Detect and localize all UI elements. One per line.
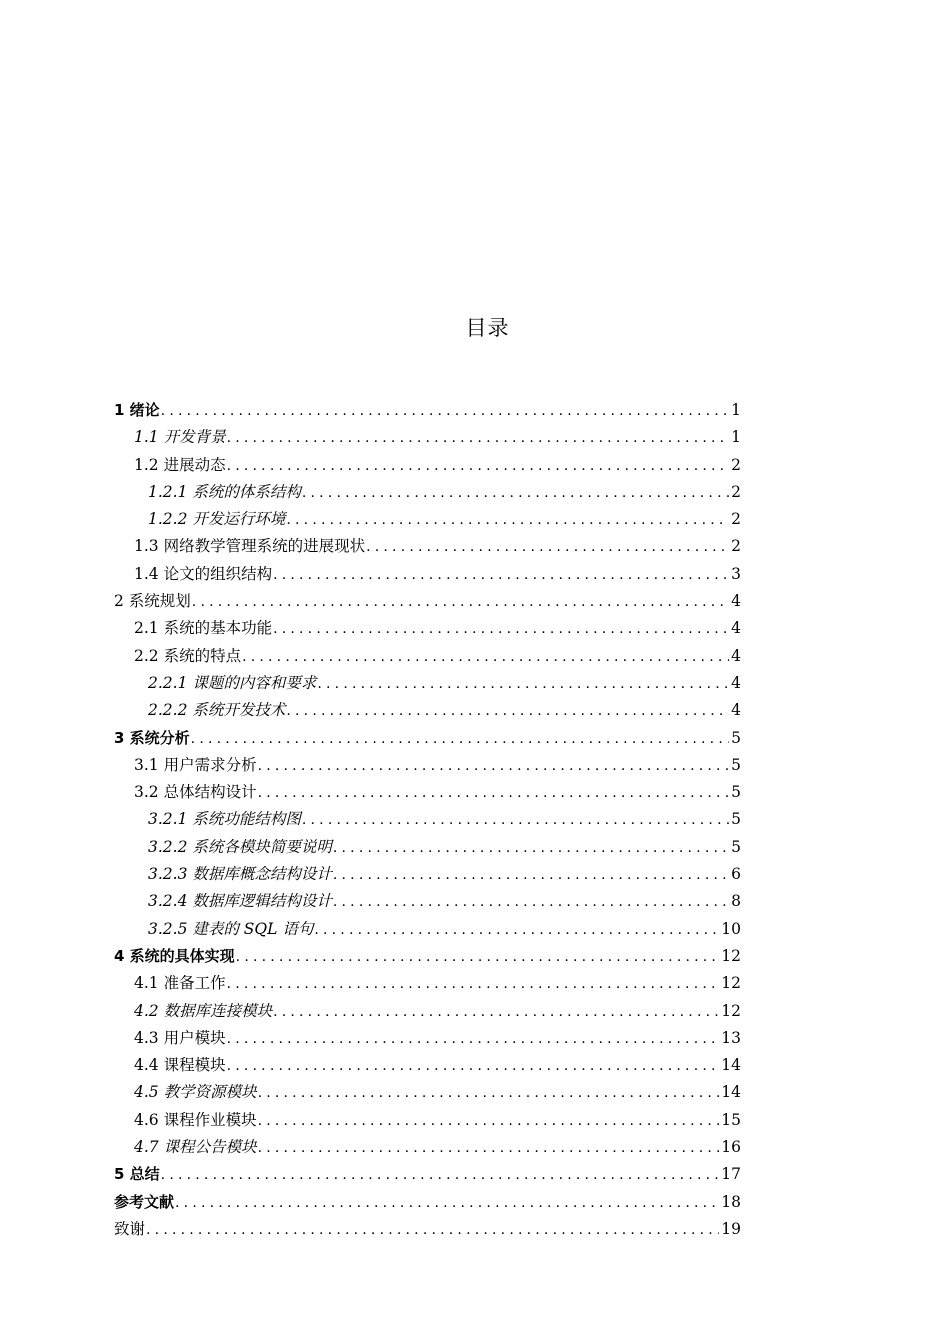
- toc-page-number: 18: [721, 1192, 741, 1211]
- toc-entry[interactable]: [114, 1079, 741, 1106]
- dot-leader: [317, 671, 729, 697]
- toc-page-number: 8: [731, 892, 741, 911]
- toc-entry[interactable]: [114, 424, 741, 451]
- toc-entry-label: 2.2 系统的特点: [134, 646, 242, 665]
- toc-page-number: 14: [721, 1083, 741, 1102]
- toc-page-number: 5: [731, 837, 741, 856]
- dot-leader: [302, 807, 729, 833]
- toc-entry-label: 2.2.1 课题的内容和要求: [148, 673, 317, 692]
- toc-entry[interactable]: [114, 834, 741, 861]
- toc-entry-label: 1.2.2 开发运行环境: [148, 510, 286, 529]
- dot-leader: [161, 1162, 720, 1188]
- toc-entry-label: 3.1 用户需求分析: [134, 755, 257, 774]
- page-title: 目录: [465, 316, 510, 340]
- toc-page-number: 2: [731, 455, 741, 474]
- toc-page-number: 3: [731, 564, 741, 583]
- dot-leader: [314, 917, 719, 943]
- toc-entry-label: 3.2.4 数据库逻辑结构设计: [148, 892, 332, 911]
- toc-page-number: 17: [721, 1165, 741, 1184]
- toc-page-number: 5: [731, 755, 741, 774]
- toc-page-number: 4: [731, 646, 741, 665]
- toc-entry[interactable]: [114, 725, 741, 752]
- dot-leader: [258, 1135, 720, 1161]
- toc-entry-label: 3.2.5 建表的 SQL 语句: [148, 919, 314, 938]
- toc-page-number: 6: [731, 865, 741, 884]
- toc-page-number: 1: [731, 401, 741, 419]
- toc-page-number: 2: [731, 537, 741, 556]
- toc-entry-label: 4.4 课程模块: [134, 1056, 226, 1075]
- dot-leader: [273, 616, 729, 642]
- dot-leader: [333, 862, 729, 888]
- dot-leader: [258, 1108, 720, 1134]
- toc-entry[interactable]: [114, 752, 741, 779]
- toc-page-number: 12: [721, 946, 741, 965]
- toc-entry-label: 5 总结: [114, 1165, 160, 1184]
- toc-entry[interactable]: [114, 888, 741, 915]
- dot-leader: [192, 589, 729, 615]
- dot-leader: [333, 889, 729, 915]
- toc-entry-label: 3.2.3 数据库概念结构设计: [148, 865, 332, 884]
- toc-page-number: 2: [731, 482, 741, 501]
- dot-leader: [227, 1026, 720, 1052]
- toc-entry-label: 致谢: [114, 1219, 146, 1238]
- toc-entry[interactable]: [114, 1052, 741, 1079]
- toc-entry-label: 1.1 开发背景: [134, 428, 226, 447]
- dot-leader: [227, 1053, 720, 1079]
- toc-page-number: 5: [731, 810, 741, 829]
- toc-entry-label: 4.1 准备工作: [134, 974, 226, 993]
- toc-entry-label: 2.2.2 系统开发技术: [148, 701, 286, 720]
- toc-entry[interactable]: [114, 670, 741, 697]
- toc-page-number: 5: [731, 783, 741, 802]
- dot-leader: [236, 944, 720, 970]
- toc-entry[interactable]: [114, 643, 741, 670]
- dot-leader: [258, 1080, 720, 1106]
- toc-entry[interactable]: [114, 533, 741, 560]
- toc-entry-label: 4.6 课程作业模块: [134, 1110, 257, 1129]
- toc-page-number: 15: [721, 1110, 741, 1129]
- dot-leader: [286, 507, 729, 533]
- toc-page-number: 2: [731, 510, 741, 529]
- toc-entry[interactable]: [114, 1134, 741, 1161]
- toc-entry-label: 4 系统的具体实现: [114, 946, 235, 965]
- toc-entry-label: 3.2.1 系统功能结构图: [148, 810, 301, 829]
- toc-page-number: 13: [721, 1028, 741, 1047]
- dot-leader: [175, 1190, 719, 1216]
- toc-entry-label: 4.2 数据库连接模块: [134, 1001, 273, 1020]
- toc-entry[interactable]: [114, 1216, 741, 1243]
- toc-page-number: 4: [731, 619, 741, 638]
- toc-page-number: 12: [721, 1001, 741, 1020]
- dot-leader: [366, 534, 729, 560]
- toc-entry-label: 1.4 论文的组织结构: [134, 564, 273, 583]
- dot-leader: [146, 1217, 719, 1243]
- dot-leader: [273, 999, 719, 1025]
- toc-entry[interactable]: [114, 452, 741, 479]
- toc-page-number: 4: [731, 701, 741, 720]
- toc-entry-label: 4.5 教学资源模块: [134, 1083, 257, 1102]
- toc-page-number: 10: [721, 919, 741, 938]
- toc-entry-label: 4.3 用户模块: [134, 1028, 226, 1047]
- toc-page-number: 12: [721, 974, 741, 993]
- toc-page-number: 14: [721, 1056, 741, 1075]
- dot-leader: [273, 562, 729, 588]
- toc-entry[interactable]: [114, 615, 741, 642]
- toc-entry[interactable]: [114, 916, 741, 943]
- table-of-contents: [114, 397, 741, 1243]
- dot-leader: [227, 425, 730, 451]
- toc-page-number: 1: [731, 428, 741, 447]
- dot-leader: [161, 398, 729, 424]
- toc-entry[interactable]: [114, 779, 741, 806]
- toc-entry[interactable]: [114, 561, 741, 588]
- toc-entry[interactable]: [114, 588, 741, 615]
- toc-page-number: 5: [731, 728, 741, 747]
- toc-page-number: 4: [731, 673, 741, 692]
- toc-entry-label: 3.2 总体结构设计: [134, 783, 257, 802]
- toc-entry[interactable]: [114, 1025, 741, 1052]
- toc-entry[interactable]: [114, 1161, 741, 1188]
- dot-leader: [227, 453, 730, 479]
- toc-entry[interactable]: [114, 861, 741, 888]
- dot-leader: [227, 971, 720, 997]
- toc-entry[interactable]: [114, 970, 741, 997]
- toc-entry-label: 1.2 进展动态: [134, 455, 226, 474]
- dot-leader: [302, 480, 729, 506]
- toc-page-number: 19: [721, 1219, 741, 1238]
- toc-entry[interactable]: [114, 943, 741, 970]
- toc-entry[interactable]: [114, 506, 741, 533]
- toc-entry-label: 2 系统规划: [114, 592, 191, 611]
- toc-entry[interactable]: [114, 397, 741, 424]
- dot-leader: [258, 780, 730, 806]
- toc-entry[interactable]: [114, 1107, 741, 1134]
- dot-leader: [258, 753, 730, 779]
- toc-entry[interactable]: [114, 998, 741, 1025]
- dot-leader: [191, 726, 729, 752]
- dot-leader: [333, 835, 729, 861]
- toc-entry-label: 参考文献: [114, 1192, 175, 1211]
- toc-entry-label: 3 系统分析: [114, 728, 190, 747]
- toc-entry[interactable]: [114, 697, 741, 724]
- toc-entry-label: 1.2.1 系统的体系结构: [148, 482, 301, 501]
- toc-entry-label: 2.1 系统的基本功能: [134, 619, 273, 638]
- toc-entry[interactable]: [114, 479, 741, 506]
- toc-entry[interactable]: [114, 806, 741, 833]
- toc-entry-label: 3.2.2 系统各模块简要说明: [148, 837, 332, 856]
- toc-entry-label: 4.7 课程公告模块: [134, 1138, 257, 1157]
- toc-page-number: 16: [721, 1138, 741, 1157]
- toc-entry-label: 1 绪论: [114, 401, 160, 419]
- toc-page-number: 4: [731, 592, 741, 611]
- dot-leader: [242, 644, 729, 670]
- dot-leader: [286, 698, 729, 724]
- toc-entry-label: 1.3 网络教学管理系统的进展现状: [134, 537, 366, 556]
- toc-entry[interactable]: [114, 1189, 741, 1216]
